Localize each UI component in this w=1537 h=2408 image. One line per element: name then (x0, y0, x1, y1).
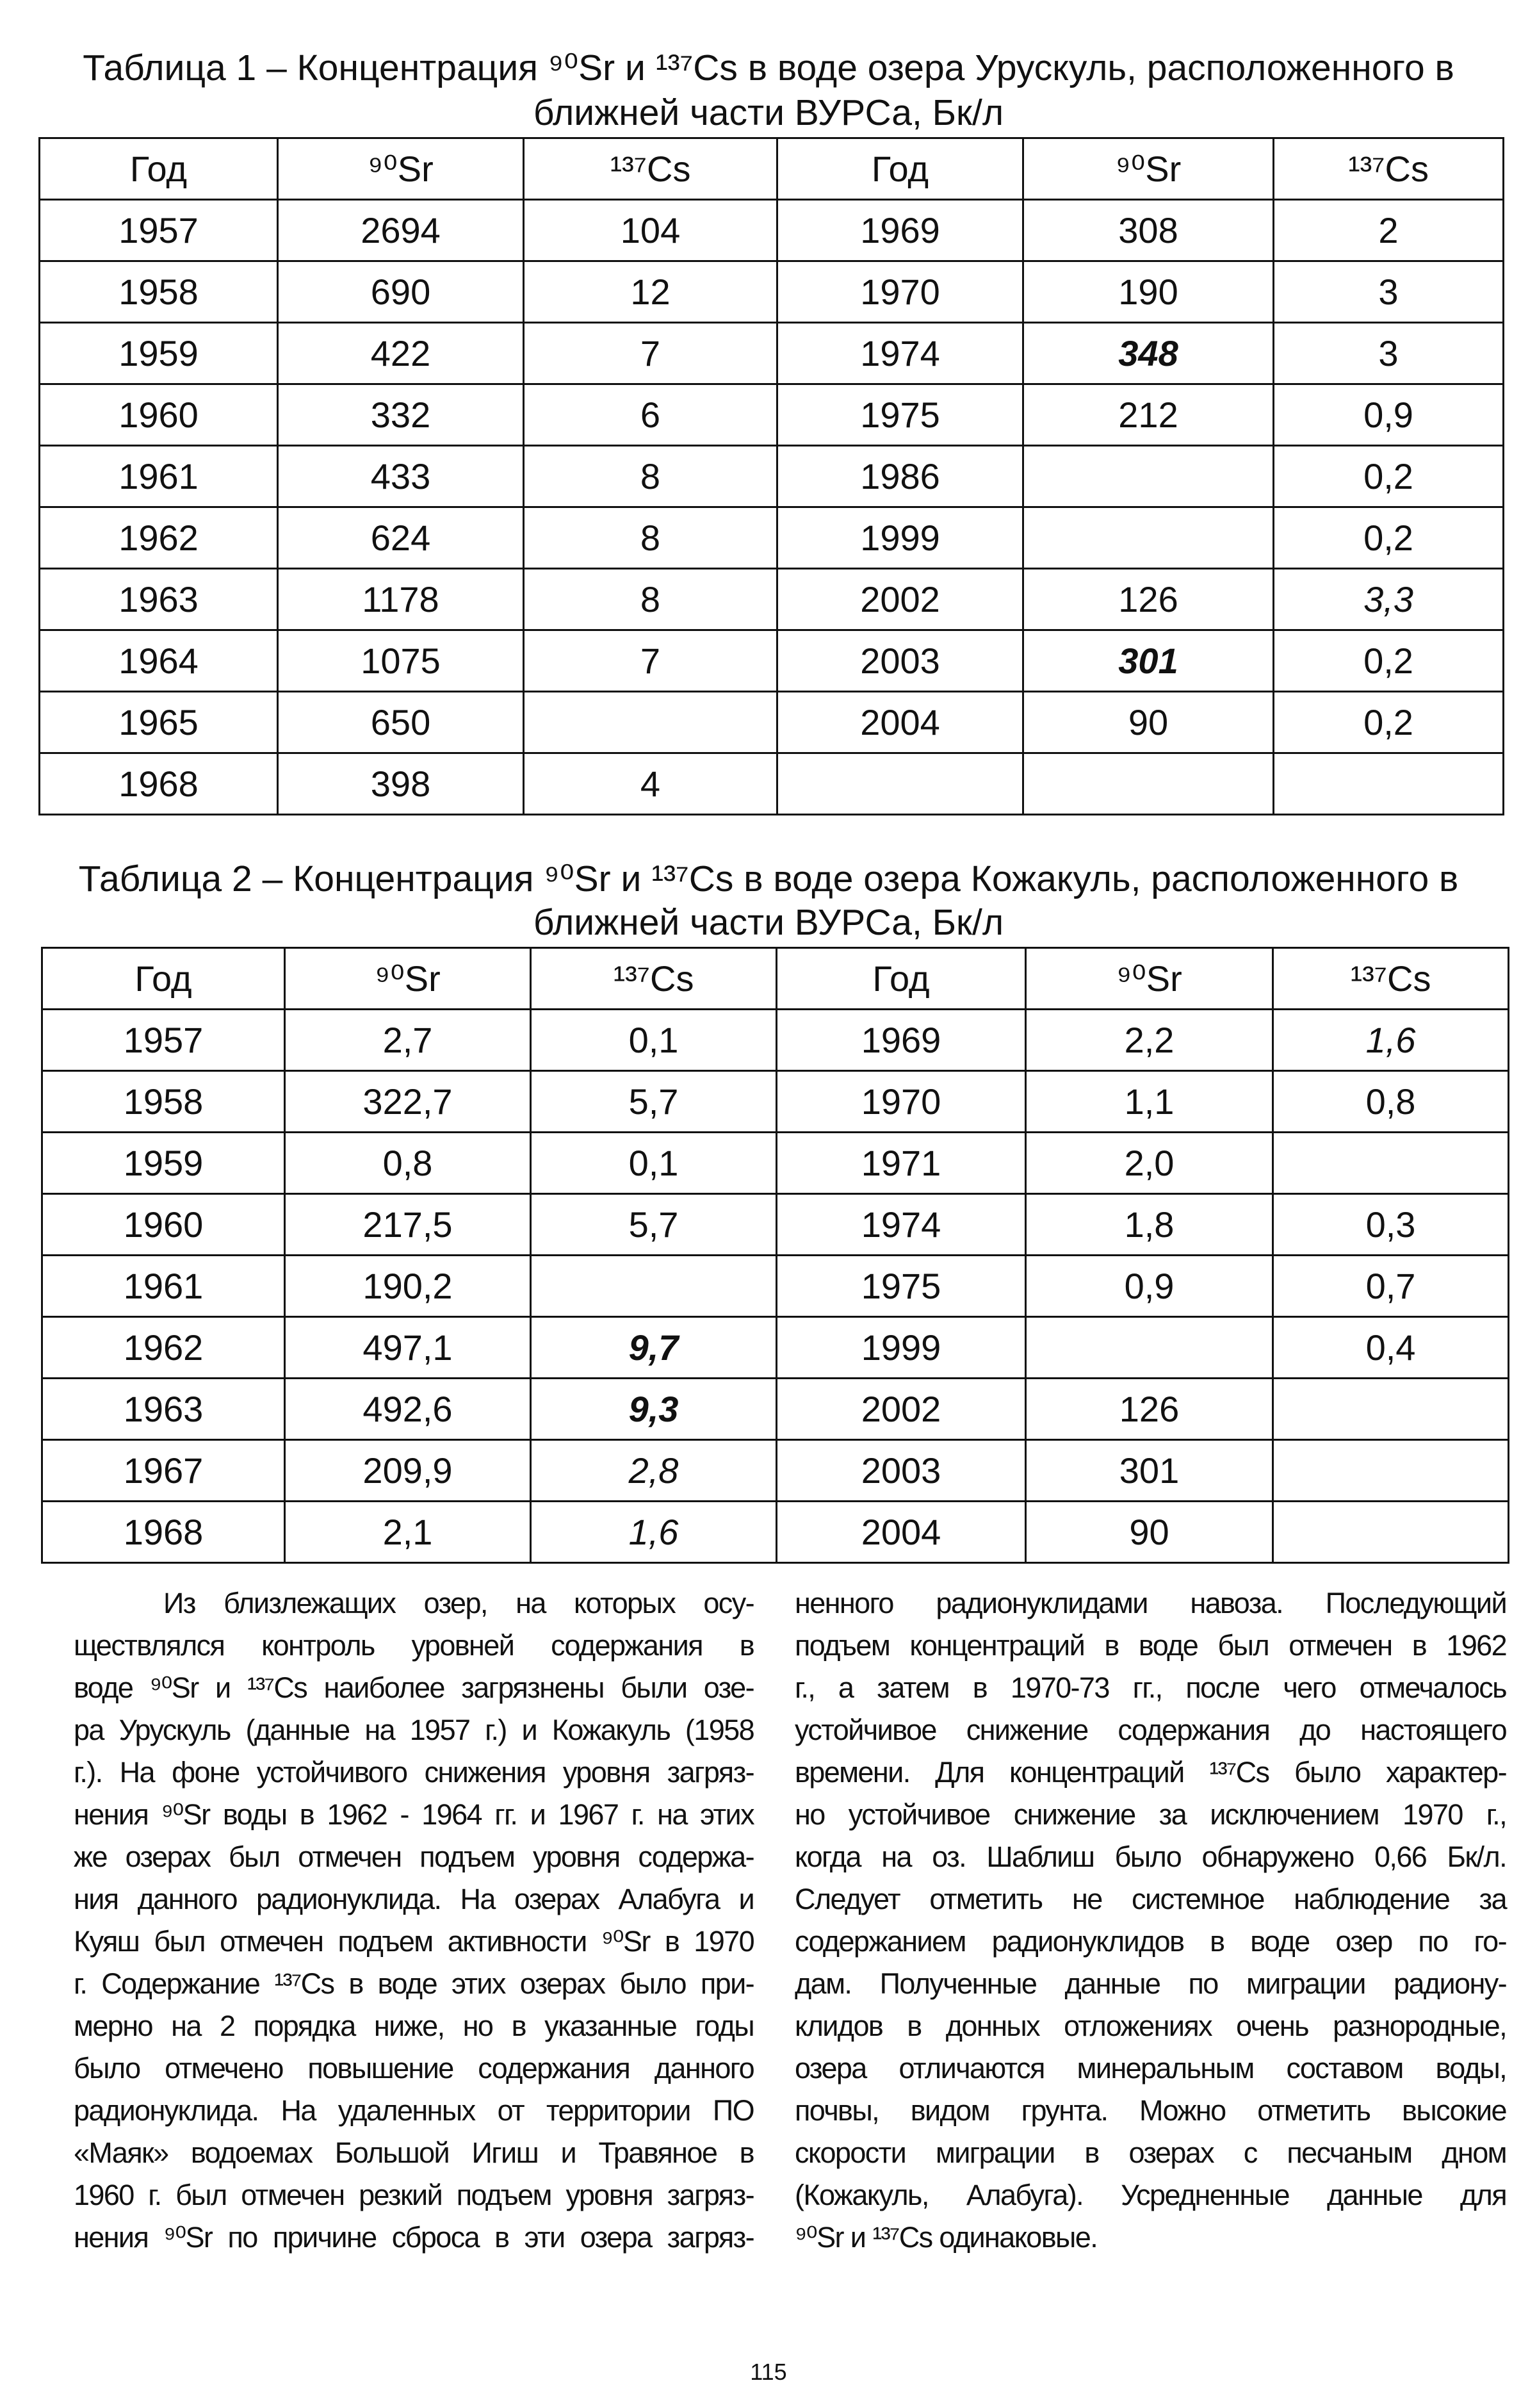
table-cell: 2004 (777, 1502, 1026, 1563)
header-row (40, 138, 1504, 200)
text-line: 1960 г. был отмечен резкий подъем уровня загряз- (74, 2179, 754, 2211)
table-cell: 6 (524, 384, 777, 446)
table-cell: 624 (278, 507, 524, 569)
text-line: содержанием радионуклидов в воде озер по го- (795, 1925, 1506, 1958)
text-line: ществлялся контроль уровней содержания в (74, 1629, 754, 1662)
table-cell (1023, 446, 1274, 507)
table-cell: 1986 (777, 446, 1023, 507)
table-cell: 9,7 (531, 1317, 777, 1379)
table-cell: 1961 (40, 446, 278, 507)
table-cell: 0,2 (1274, 692, 1504, 753)
table-cell: 1960 (42, 1194, 285, 1256)
table-cell (777, 753, 1023, 815)
table-cell: 398 (278, 753, 524, 815)
table-cell: 650 (278, 692, 524, 753)
column-header: Год (42, 948, 285, 1010)
table-cell: 322,7 (285, 1071, 531, 1133)
page-number: 115 (750, 2359, 787, 2385)
table-row (42, 1379, 1509, 1440)
column-header: ⁹⁰Sr (278, 138, 524, 200)
column-header: Год (777, 138, 1023, 200)
table-row (40, 753, 1504, 815)
text-line: ⁹⁰Sr и ¹³⁷Cs одинаковые. (795, 2221, 1098, 2254)
table-cell: 1975 (777, 1256, 1026, 1317)
body-text-right-column (795, 1582, 1506, 2259)
header-row (42, 948, 1509, 1010)
text-line: г. Содержание ¹³⁷Cs в воде этих озерах было при- (74, 1967, 754, 2000)
column-header: ¹³⁷Cs (531, 948, 777, 1010)
table-cell: 2004 (777, 692, 1023, 753)
table-cell: 1957 (42, 1010, 285, 1071)
text-line: Следует отметить не системное наблюдение за (795, 1883, 1506, 1915)
table-cell (1023, 753, 1274, 815)
table-cell: 0,2 (1274, 630, 1504, 692)
table-cell: 9,3 (531, 1379, 777, 1440)
table-cell: 332 (278, 384, 524, 446)
text-line: нения ⁹⁰Sr воды в 1962 - 1964 гг. и 1967 г. на этих (74, 1798, 754, 1831)
table-row (42, 1133, 1509, 1194)
table-cell: 1969 (777, 200, 1023, 261)
table-cell: 1970 (777, 1071, 1026, 1133)
table-cell: 2 (1274, 200, 1504, 261)
table-cell: 0,9 (1274, 384, 1504, 446)
column-header: Год (40, 138, 278, 200)
table-row (42, 1502, 1509, 1563)
text-line: мерно на 2 порядка ниже, но в указанные годы (74, 2010, 754, 2042)
table-cell: 0,4 (1273, 1317, 1509, 1379)
table-cell: 2,1 (285, 1502, 531, 1563)
text-line: радионуклида. На удаленных от территории ПО (74, 2094, 754, 2127)
text-line: же озерах был отмечен подъем уровня содержа- (74, 1840, 754, 1873)
table-cell: 2,7 (285, 1010, 531, 1071)
table-cell: 0,7 (1273, 1256, 1509, 1317)
text-line: подъем концентраций в воде был отмечен в 1962 (795, 1629, 1506, 1662)
table-cell: 2003 (777, 630, 1023, 692)
table-cell: 5,7 (531, 1194, 777, 1256)
table-cell: 0,2 (1274, 446, 1504, 507)
table-cell: 1968 (40, 753, 278, 815)
table-cell (1023, 507, 1274, 569)
text-line: нения ⁹⁰Sr по причине сброса в эти озера загряз- (74, 2221, 754, 2254)
table-row (40, 630, 1504, 692)
text-line: ра Урускуль (данные на 1957 г.) и Кожакуль (1958 (74, 1714, 754, 1746)
table-cell: 190,2 (285, 1256, 531, 1317)
table-cell: 8 (524, 507, 777, 569)
table-cell: 4 (524, 753, 777, 815)
table-cell: 90 (1026, 1502, 1273, 1563)
table-cell: 301 (1023, 630, 1274, 692)
table-cell (1273, 1379, 1509, 1440)
table-cell: 0,1 (531, 1010, 777, 1071)
table-cell: 1957 (40, 200, 278, 261)
table-cell: 104 (524, 200, 777, 261)
table-cell: 5,7 (531, 1071, 777, 1133)
text-line: воде ⁹⁰Sr и ¹³⁷Cs наиболее загрязнены были озе- (74, 1671, 754, 1704)
table-cell: 492,6 (285, 1379, 531, 1440)
column-header: ¹³⁷Cs (1274, 138, 1504, 200)
text-line: ненного радионуклидами навоза. Последующий (795, 1587, 1506, 1619)
table-cell: 0,3 (1273, 1194, 1509, 1256)
table-row (40, 200, 1504, 261)
table-cell: 1961 (42, 1256, 285, 1317)
text-line: клидов в донных отложениях очень разнородные, (795, 2010, 1506, 2042)
text-line: было отмечено повышение содержания данного (74, 2052, 754, 2084)
table-cell: 2,8 (531, 1440, 777, 1502)
column-header: Год (777, 948, 1026, 1010)
table-cell: 2003 (777, 1440, 1026, 1502)
table-cell: 209,9 (285, 1440, 531, 1502)
table-cell: 8 (524, 446, 777, 507)
table-cell: 1971 (777, 1133, 1026, 1194)
table-cell (1274, 753, 1504, 815)
table-cell: 1178 (278, 569, 524, 630)
table-cell: 1962 (40, 507, 278, 569)
table-row (42, 1440, 1509, 1502)
table-cell: 3 (1274, 261, 1504, 323)
text-line: времени. Для концентраций ¹³⁷Cs было характер- (795, 1756, 1506, 1789)
text-line: Куяш был отмечен подъем активности ⁹⁰Sr в 1970 (74, 1925, 754, 1958)
table-cell: 0,2 (1274, 507, 1504, 569)
text-line: г., а затем в 1970-73 гг., после чего отмечалось (795, 1671, 1506, 1704)
table-cell: 0,8 (1273, 1071, 1509, 1133)
column-header: ⁹⁰Sr (1023, 138, 1274, 200)
column-header: ¹³⁷Cs (524, 138, 777, 200)
text-line: когда на оз. Шаблиш было обнаружено 0,66 Бк/л. (795, 1840, 1506, 1873)
table-cell: 433 (278, 446, 524, 507)
text-line: озера отличаются минеральным составом воды, (795, 2052, 1506, 2084)
table-cell: 190 (1023, 261, 1274, 323)
table-cell (524, 692, 777, 753)
table-cell: 126 (1023, 569, 1274, 630)
column-header: ⁹⁰Sr (285, 948, 531, 1010)
table-cell: 1962 (42, 1317, 285, 1379)
table-cell: 0,1 (531, 1133, 777, 1194)
table-row (40, 507, 1504, 569)
table-cell: 1965 (40, 692, 278, 753)
text-line: г.). На фоне устойчивого снижения уровня загряз- (74, 1756, 754, 1789)
table-cell: 1967 (42, 1440, 285, 1502)
text-line: дам. Полученные данные по миграции радиону- (795, 1967, 1506, 2000)
table-cell: 497,1 (285, 1317, 531, 1379)
table1-urukul (38, 137, 1504, 815)
table-row (40, 692, 1504, 753)
table-cell: 2694 (278, 200, 524, 261)
table-cell: 1975 (777, 384, 1023, 446)
table-cell: 422 (278, 323, 524, 384)
table-cell: 301 (1026, 1440, 1273, 1502)
table-cell: 1999 (777, 507, 1023, 569)
text-line: но устойчивое снижение за исключением 1970 г., (795, 1798, 1506, 1831)
text-line: «Маяк» водоемах Большой Игиш и Травяное в (74, 2136, 754, 2169)
table-row (40, 323, 1504, 384)
table-cell: 1,8 (1026, 1194, 1273, 1256)
text-line: (Кожакуль, Алабуга). Усредненные данные для (795, 2179, 1506, 2211)
text-line: скорости миграции в озерах с песчаным дном (795, 2136, 1506, 2169)
table-cell: 1,1 (1026, 1071, 1273, 1133)
table-cell: 90 (1023, 692, 1274, 753)
table-cell: 1974 (777, 1194, 1026, 1256)
table-cell: 1963 (40, 569, 278, 630)
table-cell (1273, 1440, 1509, 1502)
table-cell: 1963 (42, 1379, 285, 1440)
table-row (40, 261, 1504, 323)
table1-title-line1: Таблица 1 – Концентрация ⁹⁰Sr и ¹³⁷Cs в воде озера Урускуль, расположенного в (83, 47, 1454, 88)
table-cell: 1958 (40, 261, 278, 323)
column-header: ¹³⁷Cs (1273, 948, 1509, 1010)
table-row (42, 1317, 1509, 1379)
table-cell: 3 (1274, 323, 1504, 384)
table-cell: 1964 (40, 630, 278, 692)
table-cell: 1960 (40, 384, 278, 446)
table-row (40, 384, 1504, 446)
table-cell (1273, 1502, 1509, 1563)
table2-title-line2: ближней части ВУРСа, Бк/л (533, 902, 1004, 943)
table-row (42, 1071, 1509, 1133)
text-line: почвы, видом грунта. Можно отметить высокие (795, 2094, 1506, 2127)
table-cell: 12 (524, 261, 777, 323)
table-cell: 217,5 (285, 1194, 531, 1256)
table-cell: 2002 (777, 569, 1023, 630)
table-cell: 1959 (40, 323, 278, 384)
table-cell: 126 (1026, 1379, 1273, 1440)
table-cell: 690 (278, 261, 524, 323)
table-cell: 0,8 (285, 1133, 531, 1194)
table-row (40, 569, 1504, 630)
table-cell: 1970 (777, 261, 1023, 323)
table-cell: 1974 (777, 323, 1023, 384)
table-cell: 1999 (777, 1317, 1026, 1379)
table-cell (531, 1256, 777, 1317)
column-header: ⁹⁰Sr (1026, 948, 1273, 1010)
table-cell: 1959 (42, 1133, 285, 1194)
table-cell: 1,6 (1273, 1010, 1509, 1071)
table-cell: 1968 (42, 1502, 285, 1563)
table-cell: 2,0 (1026, 1133, 1273, 1194)
table-cell: 348 (1023, 323, 1274, 384)
table-cell: 308 (1023, 200, 1274, 261)
text-line: ния данного радионуклида. На озерах Алабуга и (74, 1883, 754, 1915)
text-line: устойчивое снижение содержания до настоящего (795, 1714, 1506, 1746)
table-cell: 2002 (777, 1379, 1026, 1440)
table-cell: 0,9 (1026, 1256, 1273, 1317)
table-cell: 8 (524, 569, 777, 630)
table-cell: 1969 (777, 1010, 1026, 1071)
table-row (40, 446, 1504, 507)
table2-kozhakul (41, 947, 1509, 1564)
table-cell: 1,6 (531, 1502, 777, 1563)
table-cell: 1958 (42, 1071, 285, 1133)
table-row (42, 1194, 1509, 1256)
table-cell: 7 (524, 323, 777, 384)
table-row (42, 1010, 1509, 1071)
body-text-left-column (74, 1582, 754, 2259)
table1-title-line2: ближней части ВУРСа, Бк/л (533, 92, 1004, 133)
table-cell: 1075 (278, 630, 524, 692)
table-cell: 3,3 (1274, 569, 1504, 630)
text-line: Из близлежащих озер, на которых осу- (163, 1587, 754, 1619)
table-cell: 2,2 (1026, 1010, 1273, 1071)
table2-title-line1: Таблица 2 – Концентрация ⁹⁰Sr и ¹³⁷Cs в воде озера Кожакуль, расположенного в (78, 858, 1459, 899)
table-cell: 7 (524, 630, 777, 692)
table-cell: 212 (1023, 384, 1274, 446)
table-cell (1273, 1133, 1509, 1194)
table-row (42, 1256, 1509, 1317)
table-cell (1026, 1317, 1273, 1379)
